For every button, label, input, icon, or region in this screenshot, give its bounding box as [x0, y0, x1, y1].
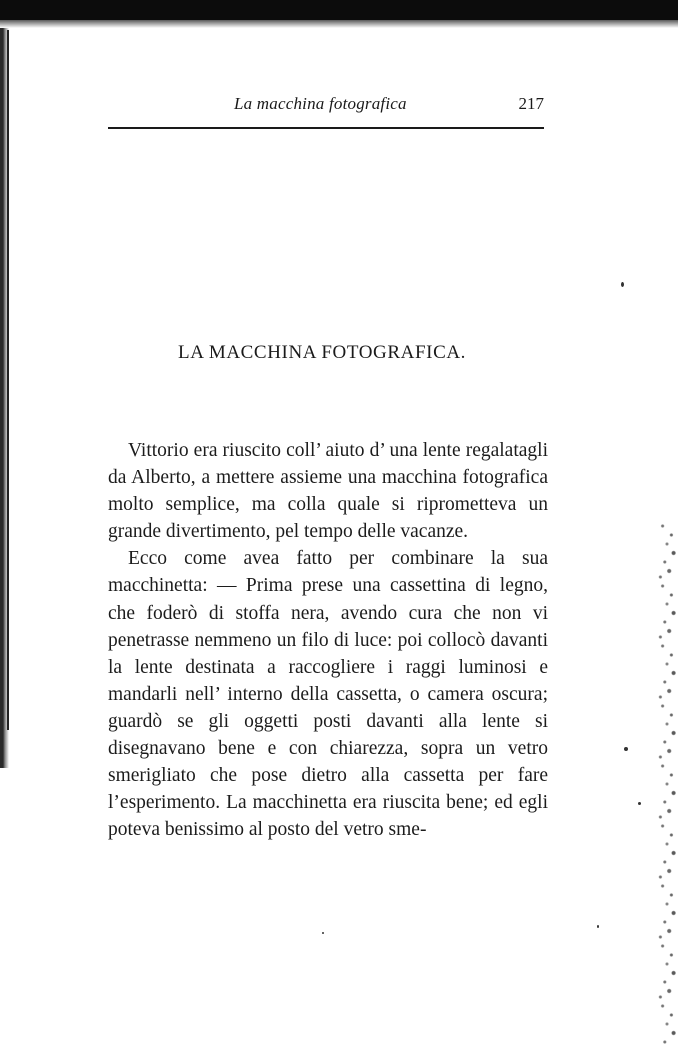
chapter-title: LA MACCHINA FOTOGRAFICA. [178, 342, 467, 363]
running-title: La macchina fotografica [234, 94, 407, 113]
scan-speck [621, 282, 624, 287]
scan-speck [597, 925, 599, 928]
scan-top-border [0, 0, 678, 20]
scan-left-binding-line [7, 30, 9, 730]
scan-right-noise [656, 520, 678, 1047]
paragraph: Ecco come avea fatto per combinare la sua macchinetta: — Prima prese una cassettina di legno, che foderò di stoffa nera, avendo cura che non vi penetrasse nemmeno un filo di luce: poi collocò davanti la lente destinata a raccogliere i raggi luminosi e mandarli nell’ interno della cassetta, o camera oscura; guardò se gli oggetti posti davanti alla lente si disegnavano bene e con chiarezza, sopra un vetro smerigliato che pose dietro alla cassetta per fare l’esperimento. La macchinetta era riuscita bene; ed egli poteva benissimo al posto del vetro sme- [108, 548, 548, 841]
paragraph: Vittorio era riuscito coll’ aiuto d’ una lente regalatagli da Alberto, a mettere assieme una macchina fotografica molto semplice, ma colla quale si riprometteva un grande divertimento, pel tempo delle vacanze. [108, 440, 548, 543]
page-number: 217 [518, 94, 544, 113]
scan-speck [624, 747, 628, 751]
scan-top-shadow [0, 20, 678, 28]
scan-speck [322, 932, 324, 934]
page-header [108, 94, 544, 120]
header-rule [108, 127, 544, 129]
scan-speck [638, 802, 641, 805]
body-text [108, 437, 548, 843]
